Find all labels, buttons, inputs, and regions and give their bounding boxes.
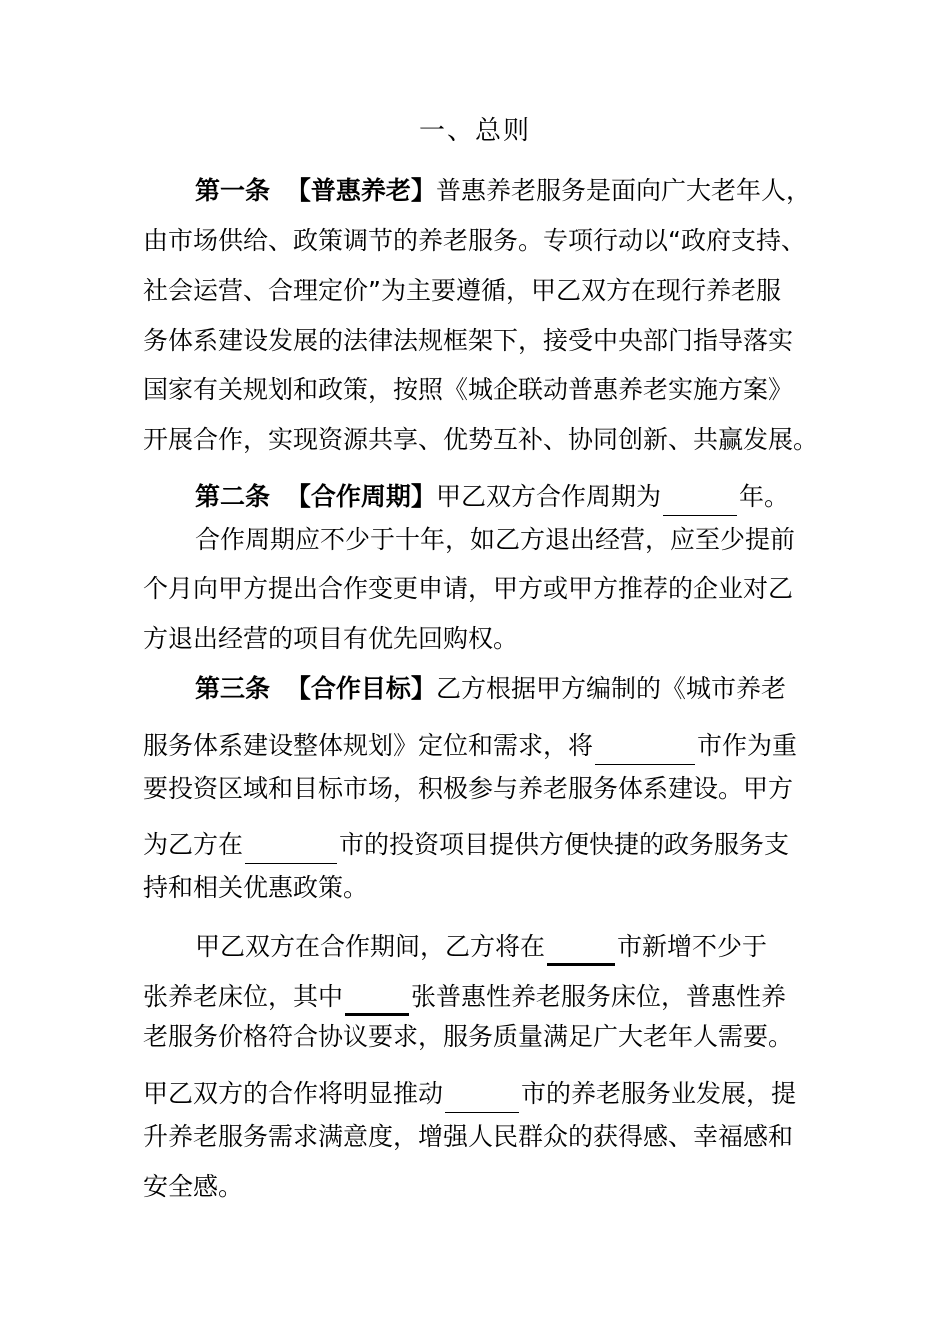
article-2-line-2: 合作周期应不少于十年，如乙方退出经营，应至少提前 <box>195 525 796 554</box>
article-3-line-3: 要投资区域和目标市场，积极参与养老服务体系建设。甲方 <box>143 774 794 803</box>
article-2-text: 甲乙双方合作周期为 <box>435 482 661 511</box>
article-3-text: 乙方根据甲方编制的《城市养老 <box>435 674 786 703</box>
article-1-line-4: 务体系建设发展的法律法规框架下，接受中央部门指导落实 <box>143 326 794 355</box>
article-3-line-4-before: 为乙方在 <box>143 830 244 859</box>
city-blank-4[interactable] <box>445 1068 519 1113</box>
article-3-p2-line-3: 老服务价格符合协议要求，服务质量满足广大老年人需要。 <box>143 1022 794 1051</box>
article-3-line-2 <box>143 720 813 765</box>
article-3-p2-line-2-after: 张普惠性养老服务床位，普惠性养 <box>411 982 787 1011</box>
article-3-line-2-after: 市作为重 <box>697 731 798 760</box>
article-2-text-after: 年。 <box>738 482 789 511</box>
article-2-line-1 <box>195 471 865 516</box>
article-3-line-4 <box>143 819 813 864</box>
article-2-label: 第二条 <box>195 482 271 511</box>
article-1-line-1 <box>195 172 865 210</box>
article-3-p2-line-1 <box>195 919 865 966</box>
article-1-line-6: 开展合作，实现资源共享、优势互补、协同创新、共赢发展。 <box>143 425 819 454</box>
section-title: 一、总则 <box>418 116 531 146</box>
article-1-line-5: 国家有关规划和政策，按照《城企联动普惠养老实施方案》 <box>143 375 794 404</box>
article-1-label: 第一条 <box>195 176 271 205</box>
inclusive-beds-blank[interactable] <box>345 969 409 1016</box>
article-3-heading: 【合作目标】 <box>285 674 436 703</box>
article-3-line-5: 持和相关优惠政策。 <box>143 873 369 902</box>
article-3-line-2-before: 服务体系建设整体规划》定位和需求，将 <box>143 731 594 760</box>
cooperation-years-blank[interactable] <box>663 471 737 516</box>
article-2-heading: 【合作周期】 <box>285 482 436 511</box>
article-3-p2-line-1-after: 市新增不少于 <box>617 932 768 961</box>
article-3-p2-line-4-after: 市的养老服务业发展，提 <box>521 1079 797 1108</box>
article-3-p2-line-6: 安全感。 <box>143 1172 244 1201</box>
city-blank-2[interactable] <box>245 819 337 864</box>
article-3-p2-line-4-before: 甲乙双方的合作将明显推动 <box>143 1079 444 1108</box>
article-3-p2-line-5: 升养老服务需求满意度，增强人民群众的获得感、幸福感和 <box>143 1122 794 1151</box>
article-3-line-4-after: 市的投资项目提供方便快捷的政务服务支 <box>339 830 790 859</box>
article-2-line-3: 个月向甲方提出合作变更申请，甲方或甲方推荐的企业对乙 <box>143 574 794 603</box>
city-blank-1[interactable] <box>595 720 695 765</box>
article-2-line-4: 方退出经营的项目有优先回购权。 <box>143 624 519 653</box>
article-3-p2-line-4 <box>143 1068 813 1113</box>
article-3-p2-line-2-before: 张养老床位，其中 <box>143 982 344 1011</box>
article-3-label: 第三条 <box>195 674 271 703</box>
city-blank-3[interactable] <box>547 919 615 966</box>
article-3-p2-line-1-before: 甲乙双方在合作期间，乙方将在 <box>195 932 546 961</box>
article-1-heading: 【普惠养老】 <box>285 176 436 205</box>
article-1-line-3: 社会运营、合理定价”为主要遵循，甲乙双方在现行养老服 <box>143 276 781 305</box>
article-1-text: 普惠养老服务是面向广大老年人， <box>435 176 811 205</box>
article-3-line-1 <box>195 670 865 708</box>
article-3-p2-line-2 <box>143 969 813 1016</box>
article-1-line-2: 由市场供给、政策调节的养老服务。专项行动以“政府支持、 <box>143 226 806 255</box>
